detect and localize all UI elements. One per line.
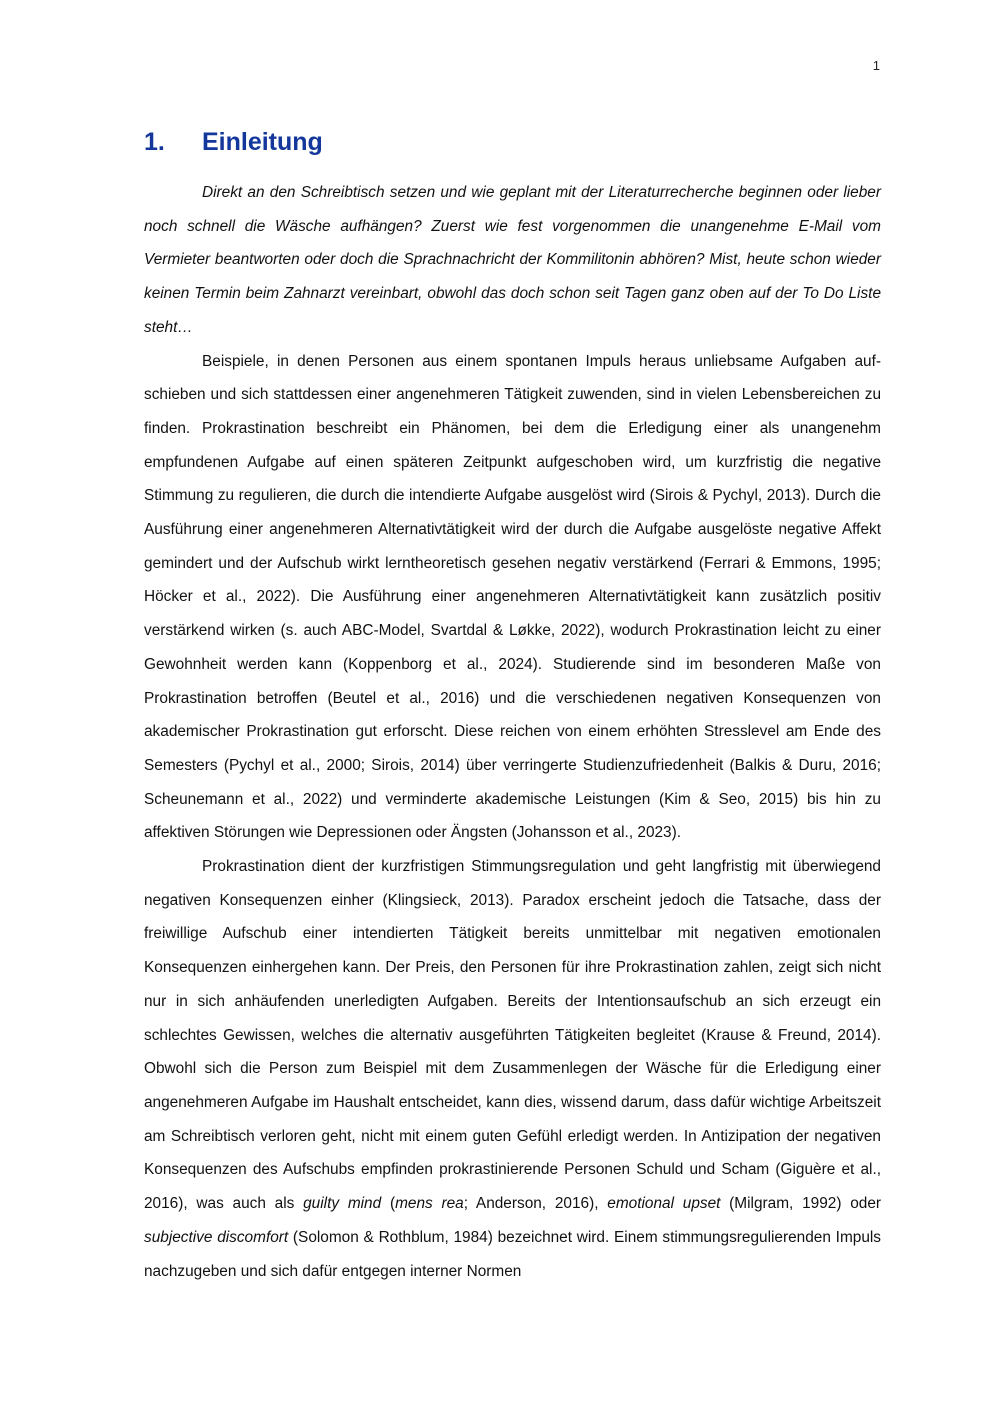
italic-term: subjective discomfort — [144, 1228, 289, 1246]
text-run: Prokrastination dient der kurzfristigen Stimmungsregulation und geht langfristig mit überwiegend negativen Konsequenzen einher (Klingsieck, 2013). Paradox erscheint jedoch die Tatsache, dass der freiwillige Aufschub einer intendierten Tätigkeit bereits unmittelbar mit negativen emotionalen Konsequenzen einhergehen kann. Der Preis, den Personen für ihre Prokrastination zahlen, zeigt sich nicht nur in sich anhäufenden unerledigten Aufgaben. Bereits der Intentionsaufschub an sich erzeugt ein schlechtes Gewissen, welches die alternativ ausgeführten Tätigkeiten begleitet (Krause & Freund, 2014). Obwohl sich die Person zum Beispiel mit dem Zusammenlegen der Wäsche für die Erledigung einer angenehmeren Aufgabe im Haushalt entscheidet, kann dies, wissend darum, dass dafür wichtige Arbeitszeit am Schreibtisch verloren geht, nicht mit einem guten Gefühl erledigt werden. In Antizipation der negativen Konsequenzen des Aufschubs empfinden prokrastinierende Personen Schuld und Scham (Giguère et al., 2016), was auch als — [144, 858, 881, 1213]
section-number: 1. — [144, 128, 165, 156]
section-title: Einleitung — [202, 128, 323, 156]
body-text — [144, 176, 881, 1288]
italic-term: mens rea — [395, 1195, 464, 1213]
text-run: (Milgram, 1992) oder — [720, 1195, 882, 1213]
paragraph: Beispiele, in denen Personen aus einem spontanen Impuls heraus unliebsame Aufgaben aufschieben und sich stattdessen einer angenehmeren Tätigkeit zuwenden, sind in vielen Lebensbereichen zu finden. Prokrastination beschreibt ein Phänomen, bei dem die Erledigung einer als unangenehm empfundenen Aufgabe auf einen späteren Zeitpunkt aufgeschoben wird, um kurzfristig die negative Stimmung zu regulieren, die durch die intendierte Aufgabe ausgelöst wird (Sirois & Pychyl, 2013). Durch die Ausführung einer angenehmeren Alternativtätigkeit wird der durch die Aufgabe ausgelöste negative Affekt gemindert und der Aufschub wirkt lerntheoretisch gesehen negativ verstärkend (Ferrari & Emmons, 1995; Höcker et al., 2022). Die Ausführung einer angenehmeren Alternativtätigkeit kann zusätzlich positiv verstärkend wirken (s. auch ABC-Model, Svartdal & Løkke, 2022), wodurch Prokrastination leicht zu einer Gewohnheit werden kann (Koppenborg et al., 2024). Studierende sind im besonderen Maße von Prokrastination betroffen (Beutel et al., 2016) und die verschiedenen negativen Konsequenzen von akademischer Prokrastination gut erforscht. Diese reichen von einem erhöhten Stresslevel am Ende des Semesters (Pychyl et al., 2000; Sirois, 2014) über verringerte Studienzufriedenheit (Balkis & Duru, 2016; Scheunemann et al., 2022) und verminderte akademische Leistungen (Kim & Seo, 2015) bis hin zu affektiven Störungen wie Depressionen oder Ängsten (Johansson et al., 2023). — [144, 352, 881, 842]
page-number: 1 — [872, 58, 880, 73]
text-run: ( — [381, 1195, 396, 1213]
paragraph — [144, 850, 881, 1288]
text-run: ; Anderson, 2016), — [463, 1195, 608, 1213]
text-run: (Solomon & Rothblum, 1984) bezeichnet wird. Einem stimmungsregulierenden Impuls nachzugeben und sich dafür entgegen interner Normen — [144, 1228, 881, 1280]
italic-term: guilty mind — [303, 1195, 382, 1213]
section-heading — [144, 128, 323, 157]
intro-paragraph: Direkt an den Schreibtisch setzen und wie geplant mit der Literaturrecherche beginnen oder lieber noch schnell die Wäsche aufhängen? Zuerst wie fest vorgenommen die unangenehme E-Mail vom Vermieter beantworten oder doch die Sprachnachricht der Kommilitonin abhören? Mist, heute schon wieder keinen Termin beim Zahnarzt vereinbart, obwohl das doch schon seit Tagen ganz oben auf der To Do Liste steht… — [144, 184, 881, 336]
italic-term: emotional upset — [607, 1195, 721, 1213]
